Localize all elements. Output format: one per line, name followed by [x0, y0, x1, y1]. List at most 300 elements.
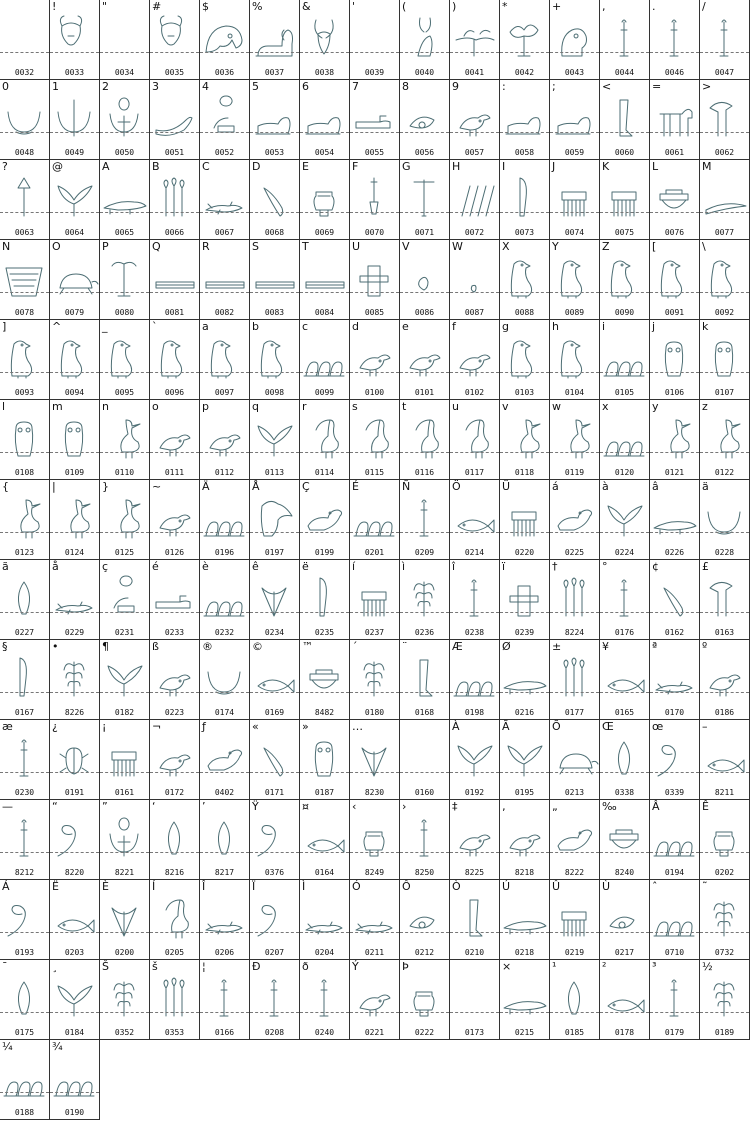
glyph-cell	[400, 640, 450, 720]
glyph-code: 0224	[614, 548, 635, 557]
baseline-guide	[200, 292, 249, 293]
hieroglyph-icon	[650, 332, 699, 384]
hieroglyph-icon	[0, 252, 49, 304]
baseline-guide	[450, 692, 499, 693]
hieroglyph-icon	[250, 492, 299, 544]
baseline-guide	[0, 452, 49, 453]
glyph-code: 0106	[664, 388, 685, 397]
baseline-guide	[50, 692, 99, 693]
baseline-guide	[400, 452, 449, 453]
glyph-code: 0067	[214, 228, 235, 237]
hieroglyph-icon	[650, 172, 699, 224]
hieroglyph-icon	[200, 252, 249, 304]
glyph-code: 0208	[264, 1028, 285, 1037]
baseline-guide	[50, 1012, 99, 1013]
glyph-cell	[100, 400, 150, 480]
baseline-guide	[650, 1012, 699, 1013]
baseline-guide	[200, 932, 249, 933]
baseline-guide	[700, 212, 749, 213]
glyph-character: 5	[252, 80, 259, 93]
glyph-character: †	[552, 560, 558, 573]
glyph-code: 0732	[714, 948, 735, 957]
glyph-code: 0038	[314, 68, 335, 77]
glyph-cell	[600, 320, 650, 400]
glyph-character: 0	[2, 80, 9, 93]
glyph-code: 0191	[64, 788, 85, 797]
glyph-character: ©	[252, 640, 263, 653]
baseline-guide	[300, 772, 349, 773]
glyph-code: 0108	[14, 468, 35, 477]
hieroglyph-icon	[200, 332, 249, 384]
glyph-cell	[200, 560, 250, 640]
baseline-guide	[100, 932, 149, 933]
hieroglyph-icon	[400, 732, 449, 784]
glyph-code: 0040	[414, 68, 435, 77]
baseline-guide	[400, 612, 449, 613]
hieroglyph-icon	[50, 652, 99, 704]
glyph-code: 0046	[664, 68, 685, 77]
glyph-cell	[250, 560, 300, 640]
glyph-cell	[400, 0, 450, 80]
baseline-guide	[150, 852, 199, 853]
glyph-code: 0089	[564, 308, 585, 317]
glyph-character: Û	[552, 880, 561, 893]
glyph-character: V	[402, 240, 410, 253]
hieroglyph-icon	[650, 252, 699, 304]
baseline-guide	[0, 932, 49, 933]
glyph-code: 0164	[314, 868, 335, 877]
baseline-guide	[450, 212, 499, 213]
glyph-code: 0178	[614, 1028, 635, 1037]
hieroglyph-icon	[350, 492, 399, 544]
baseline-guide	[400, 1012, 449, 1013]
hieroglyph-icon	[500, 12, 549, 64]
glyph-cell	[450, 160, 500, 240]
baseline-guide	[0, 1012, 49, 1013]
glyph-code: 0165	[614, 708, 635, 717]
baseline-guide	[100, 692, 149, 693]
baseline-guide	[50, 132, 99, 133]
glyph-cell	[200, 400, 250, 480]
glyph-character: c	[302, 320, 309, 333]
glyph-character: œ	[652, 720, 664, 733]
glyph-code: 0047	[714, 68, 735, 77]
glyph-character: g	[502, 320, 509, 333]
baseline-guide	[400, 52, 449, 53]
glyph-cell	[650, 960, 700, 1040]
glyph-cell	[650, 720, 700, 800]
baseline-guide	[400, 932, 449, 933]
glyph-character: ë	[302, 560, 309, 573]
glyph-cell	[150, 320, 200, 400]
baseline-guide	[650, 932, 699, 933]
glyph-cell	[300, 80, 350, 160]
glyph-cell	[600, 800, 650, 880]
baseline-guide	[150, 532, 199, 533]
glyph-character: '	[352, 0, 356, 13]
hieroglyph-icon	[500, 652, 549, 704]
glyph-cell	[100, 240, 150, 320]
glyph-character: ×	[502, 960, 512, 973]
glyph-cell	[350, 960, 400, 1040]
glyph-cell	[650, 640, 700, 720]
glyph-character: !	[52, 0, 57, 13]
glyph-cell	[200, 640, 250, 720]
glyph-code: 0081	[164, 308, 185, 317]
glyph-cell	[0, 240, 50, 320]
baseline-guide	[400, 212, 449, 213]
glyph-character: _	[102, 320, 108, 333]
glyph-cell	[450, 80, 500, 160]
glyph-character: ¯	[2, 960, 8, 973]
baseline-guide	[150, 772, 199, 773]
baseline-guide	[100, 52, 149, 53]
glyph-character: )	[452, 0, 457, 13]
baseline-guide	[300, 132, 349, 133]
hieroglyph-icon	[250, 412, 299, 464]
baseline-guide	[50, 772, 99, 773]
glyph-code: 0186	[714, 708, 735, 717]
glyph-code: 0043	[564, 68, 585, 77]
hieroglyph-icon	[0, 92, 49, 144]
glyph-character: i	[602, 320, 606, 333]
glyph-cell	[450, 960, 500, 1040]
glyph-code: 0195	[514, 788, 535, 797]
glyph-character: o	[152, 400, 159, 413]
glyph-character: 8	[402, 80, 409, 93]
hieroglyph-icon	[50, 972, 99, 1024]
glyph-code: 0039	[364, 68, 385, 77]
glyph-character: š	[152, 960, 158, 973]
baseline-guide	[650, 52, 699, 53]
glyph-character: Ý	[352, 960, 359, 973]
glyph-cell	[50, 0, 100, 80]
glyph-cell	[0, 320, 50, 400]
baseline-guide	[650, 212, 699, 213]
baseline-guide	[100, 772, 149, 773]
baseline-guide	[350, 452, 399, 453]
hieroglyph-icon	[350, 892, 399, 944]
baseline-guide	[450, 772, 499, 773]
glyph-code: 0223	[164, 708, 185, 717]
glyph-character: Ø	[502, 640, 511, 653]
glyph-cell	[650, 240, 700, 320]
glyph-code: 0189	[714, 1028, 735, 1037]
baseline-guide	[250, 292, 299, 293]
glyph-cell	[350, 720, 400, 800]
hieroglyph-icon	[550, 572, 599, 624]
glyph-character: ™	[302, 640, 313, 653]
baseline-guide	[350, 132, 399, 133]
glyph-cell	[250, 800, 300, 880]
glyph-character: ß	[152, 640, 159, 653]
glyph-cell	[350, 480, 400, 560]
glyph-code: 8216	[164, 868, 185, 877]
glyph-cell	[500, 160, 550, 240]
glyph-character: Ü	[502, 480, 511, 493]
hieroglyph-icon	[250, 652, 299, 704]
glyph-character: Š	[102, 960, 109, 973]
glyph-code: 0073	[514, 228, 535, 237]
hieroglyph-icon	[300, 492, 349, 544]
glyph-cell	[50, 960, 100, 1040]
glyph-character: ¤	[302, 800, 309, 813]
hieroglyph-icon	[450, 652, 499, 704]
glyph-code: 0168	[414, 708, 435, 717]
glyph-character: <	[602, 80, 612, 93]
hieroglyph-icon	[400, 812, 449, 864]
glyph-cell	[200, 80, 250, 160]
hieroglyph-icon	[500, 892, 549, 944]
hieroglyph-icon	[0, 812, 49, 864]
hieroglyph-icon	[200, 732, 249, 784]
hieroglyph-icon	[200, 972, 249, 1024]
baseline-guide	[50, 372, 99, 373]
baseline-guide	[100, 212, 149, 213]
glyph-cell	[550, 160, 600, 240]
baseline-guide	[700, 692, 749, 693]
glyph-character: ‰	[602, 800, 617, 813]
glyph-code: 0058	[514, 148, 535, 157]
glyph-code: 0124	[64, 548, 85, 557]
baseline-guide	[50, 1092, 99, 1093]
glyph-code: 0201	[364, 548, 385, 557]
glyph-character: ‘	[152, 800, 156, 813]
hieroglyph-icon	[400, 892, 449, 944]
hieroglyph-icon	[200, 92, 249, 144]
glyph-code: 0214	[464, 548, 485, 557]
glyph-character: u	[452, 400, 459, 413]
hieroglyph-icon	[700, 812, 749, 864]
glyph-character: É	[352, 480, 359, 493]
glyph-code: 0099	[314, 388, 335, 397]
glyph-code: 0042	[514, 68, 535, 77]
glyph-cell	[100, 880, 150, 960]
glyph-character: ¡	[102, 720, 107, 733]
glyph-code: 0091	[664, 308, 685, 317]
baseline-guide	[450, 852, 499, 853]
glyph-character: ®	[202, 640, 213, 653]
glyph-cell	[400, 400, 450, 480]
glyph-character: —	[2, 800, 13, 813]
hieroglyph-icon	[100, 892, 149, 944]
baseline-guide	[450, 372, 499, 373]
glyph-cell	[300, 720, 350, 800]
glyph-code: 0175	[14, 1028, 35, 1037]
baseline-guide	[400, 292, 449, 293]
baseline-guide	[150, 132, 199, 133]
hieroglyph-icon	[250, 12, 299, 64]
glyph-code: 0054	[314, 148, 335, 157]
hieroglyph-icon	[650, 492, 699, 544]
glyph-code: 0338	[614, 788, 635, 797]
glyph-cell	[700, 880, 750, 960]
glyph-character: H	[452, 160, 461, 173]
glyph-code: 0050	[114, 148, 135, 157]
glyph-character: r	[302, 400, 307, 413]
hieroglyph-icon	[500, 92, 549, 144]
hieroglyph-icon	[450, 492, 499, 544]
glyph-code: 0059	[564, 148, 585, 157]
glyph-character: (	[402, 0, 407, 13]
glyph-character: `	[152, 320, 158, 333]
baseline-guide	[700, 52, 749, 53]
glyph-cell	[450, 400, 500, 480]
glyph-character: å	[52, 560, 59, 573]
baseline-guide	[600, 612, 649, 613]
glyph-code: 0237	[364, 628, 385, 637]
baseline-guide	[500, 772, 549, 773]
glyph-code: 0061	[664, 148, 685, 157]
glyph-character: k	[702, 320, 709, 333]
glyph-code: 0230	[14, 788, 35, 797]
glyph-cell	[650, 400, 700, 480]
baseline-guide	[300, 212, 349, 213]
glyph-cell	[350, 160, 400, 240]
hieroglyph-icon	[600, 492, 649, 544]
hieroglyph-icon	[0, 972, 49, 1024]
glyph-cell	[50, 560, 100, 640]
glyph-character: Á	[2, 880, 10, 893]
glyph-character: "	[102, 0, 108, 13]
hieroglyph-icon	[100, 332, 149, 384]
glyph-code: 0033	[64, 68, 85, 77]
hieroglyph-icon	[550, 492, 599, 544]
baseline-guide	[50, 612, 99, 613]
glyph-code: 0226	[664, 548, 685, 557]
glyph-cell	[300, 960, 350, 1040]
hieroglyph-icon	[450, 572, 499, 624]
glyph-character: ³	[652, 960, 657, 973]
glyph-cell	[100, 0, 150, 80]
glyph-character: …	[352, 720, 363, 733]
baseline-guide	[450, 452, 499, 453]
glyph-code: 0062	[714, 148, 735, 157]
glyph-character: æ	[2, 720, 13, 733]
glyph-cell	[200, 320, 250, 400]
baseline-guide	[700, 852, 749, 853]
hieroglyph-icon	[550, 92, 599, 144]
glyph-code: 0077	[714, 228, 735, 237]
glyph-code: 8225	[464, 868, 485, 877]
glyph-character: j	[652, 320, 656, 333]
glyph-character: O	[52, 240, 61, 253]
glyph-character: M	[702, 160, 712, 173]
hieroglyph-icon	[150, 892, 199, 944]
baseline-guide	[500, 1012, 549, 1013]
glyph-cell	[500, 720, 550, 800]
hieroglyph-icon	[0, 732, 49, 784]
glyph-cell	[300, 880, 350, 960]
hieroglyph-icon	[200, 812, 249, 864]
glyph-cell	[450, 800, 500, 880]
glyph-character: Ÿ	[252, 800, 259, 813]
hieroglyph-icon	[250, 732, 299, 784]
glyph-cell	[350, 0, 400, 80]
baseline-guide	[350, 692, 399, 693]
glyph-code: 0116	[414, 468, 435, 477]
glyph-character: G	[402, 160, 411, 173]
baseline-guide	[150, 612, 199, 613]
glyph-character: ´	[352, 640, 358, 653]
baseline-guide	[700, 612, 749, 613]
baseline-guide	[550, 932, 599, 933]
hieroglyph-icon	[450, 92, 499, 144]
hieroglyph-icon	[450, 892, 499, 944]
glyph-cell	[0, 0, 50, 80]
glyph-cell	[150, 80, 200, 160]
glyph-cell	[100, 80, 150, 160]
glyph-cell	[0, 80, 50, 160]
glyph-character: ^	[52, 320, 62, 333]
hieroglyph-icon	[300, 732, 349, 784]
glyph-code: 0376	[264, 868, 285, 877]
glyph-character: {	[2, 480, 9, 493]
glyph-code: 0037	[264, 68, 285, 77]
glyph-code: 8249	[364, 868, 385, 877]
glyph-code: 0217	[614, 948, 635, 957]
hieroglyph-icon	[100, 172, 149, 224]
glyph-code: 0093	[14, 388, 35, 397]
glyph-code: 0352	[114, 1028, 135, 1037]
glyph-cell	[700, 160, 750, 240]
glyph-cell	[200, 0, 250, 80]
hieroglyph-icon	[50, 252, 99, 304]
glyph-cell	[100, 800, 150, 880]
glyph-cell	[450, 560, 500, 640]
baseline-guide	[400, 692, 449, 693]
hieroglyph-icon	[600, 92, 649, 144]
hieroglyph-icon	[450, 172, 499, 224]
glyph-cell	[50, 640, 100, 720]
glyph-code: 8222	[564, 868, 585, 877]
glyph-character: Ù	[602, 880, 611, 893]
baseline-guide	[550, 692, 599, 693]
glyph-character: ,	[602, 0, 606, 13]
hieroglyph-icon	[150, 732, 199, 784]
hieroglyph-icon	[150, 332, 199, 384]
baseline-guide	[350, 212, 399, 213]
hieroglyph-icon	[400, 972, 449, 1024]
baseline-guide	[700, 932, 749, 933]
glyph-character: Ï	[252, 880, 256, 893]
glyph-code: 0072	[464, 228, 485, 237]
hieroglyph-icon	[50, 332, 99, 384]
glyph-code: 0120	[614, 468, 635, 477]
glyph-code: 0084	[314, 308, 335, 317]
baseline-guide	[0, 132, 49, 133]
glyph-cell	[0, 160, 50, 240]
glyph-character: Q	[152, 240, 161, 253]
glyph-code: 0710	[664, 948, 685, 957]
glyph-code: 0239	[514, 628, 535, 637]
glyph-character: s	[352, 400, 358, 413]
glyph-character: ¢	[652, 560, 659, 573]
glyph-character: Ñ	[402, 480, 411, 493]
baseline-guide	[550, 612, 599, 613]
glyph-code: 0219	[564, 948, 585, 957]
glyph-code: 0063	[14, 228, 35, 237]
glyph-code: 0109	[64, 468, 85, 477]
hieroglyph-icon	[700, 972, 749, 1024]
baseline-guide	[200, 1012, 249, 1013]
baseline-guide	[400, 772, 449, 773]
glyph-cell	[200, 240, 250, 320]
baseline-guide	[600, 772, 649, 773]
glyph-cell	[100, 160, 150, 240]
glyph-cell	[200, 800, 250, 880]
baseline-guide	[350, 1012, 399, 1013]
